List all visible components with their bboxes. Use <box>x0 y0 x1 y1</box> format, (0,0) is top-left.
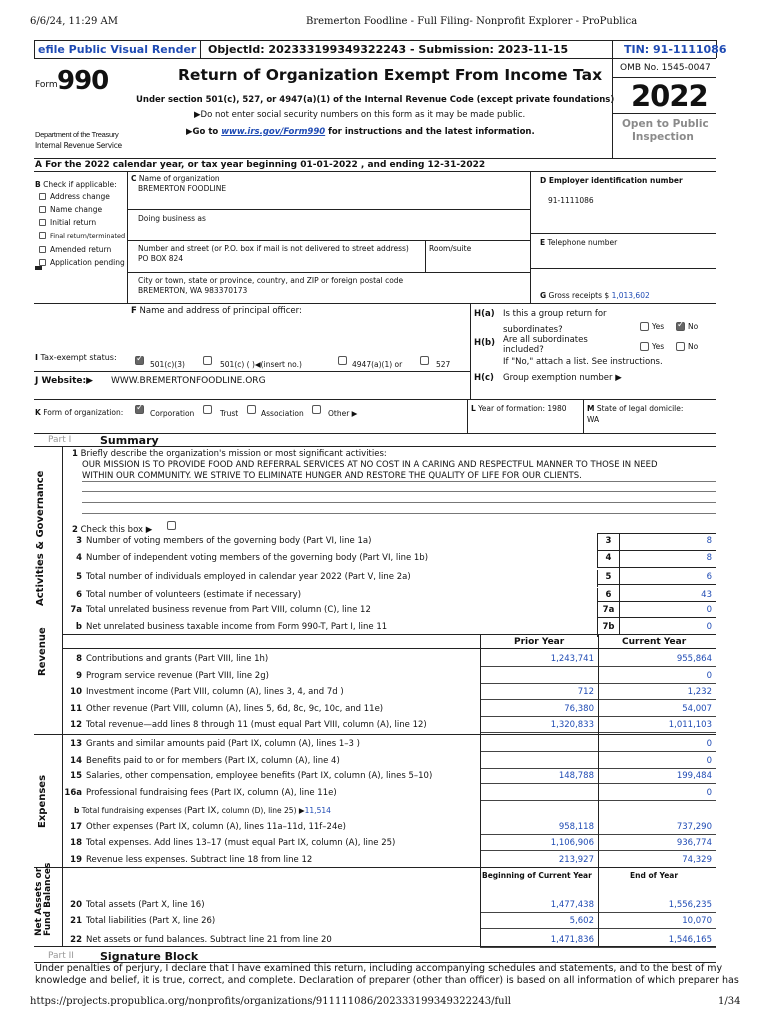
expense-line-text: Other expenses (Part IX, column (A), lines 11a–11d, 11f–24e) <box>86 822 346 832</box>
part1-title: Summary <box>100 434 159 447</box>
b-marker <box>35 266 42 270</box>
tax-year: 2022 <box>631 79 708 113</box>
hc-text: Group exemption number ▶ <box>503 373 622 383</box>
revenue-line-text: Total revenue—add lines 8 through 11 (must equal Part VIII, column (A), line 12) <box>86 720 427 730</box>
line-2: 2 Check this box ▶ <box>72 525 153 535</box>
perjury-text-2: knowledge and belief, it is true, correct, and complete. Declaration of preparer (other than officer) is based on all information of which preparer has <box>35 975 739 986</box>
name-change-checkbox[interactable] <box>39 206 46 213</box>
net-current-value: 1,546,165 <box>668 935 712 945</box>
expense-line-text: Revenue less expenses. Subtract line 18 from line 12 <box>86 855 313 865</box>
hb-text-2: included? <box>503 345 544 355</box>
expense-line-number: 16a <box>64 788 82 798</box>
form-trust-checkbox[interactable] <box>203 405 212 414</box>
gov-line-value: 0 <box>706 622 712 632</box>
expense-current-value: 74,329 <box>682 855 712 865</box>
form-association-label: Association <box>261 409 304 418</box>
hb-note: If "No," attach a list. See instructions. <box>503 357 663 367</box>
line-16b: b Total fundraising expenses (Part IX, column (D), line 25) ▶11,514 <box>74 806 331 816</box>
room-suite-label: Room/suite <box>429 244 472 253</box>
revenue-current-value: 0 <box>706 671 712 681</box>
hb-text-1: Are all subordinates <box>503 335 588 345</box>
col-end-year: End of Year <box>630 871 679 880</box>
open-public-2: Inspection <box>632 131 694 143</box>
expense-line-number: 13 <box>70 739 82 749</box>
status-501c3-checkbox[interactable] <box>135 356 144 365</box>
side-activities: Activities & Governance <box>35 470 46 606</box>
line-2-checkbox[interactable] <box>167 521 176 530</box>
tax-exempt-label: I Tax-exempt status: <box>35 353 117 362</box>
ein-value: 91-1111086 <box>548 196 594 205</box>
status-501c-checkbox[interactable] <box>203 356 212 365</box>
part2-title: Signature Block <box>100 950 199 963</box>
ha-text-2: subordinates? <box>503 325 563 335</box>
phone-label: E Telephone number <box>540 238 618 247</box>
gov-line-box: 7a <box>597 603 619 620</box>
revenue-prior-value: 1,243,741 <box>550 654 594 664</box>
ssn-notice: ▶Do not enter social security numbers on this form as it may be made public. <box>194 110 526 120</box>
expense-line-text: Professional fundraising fees (Part IX, column (A), line 11e) <box>86 788 337 798</box>
net-line-text: Total liabilities (Part X, line 26) <box>86 916 216 926</box>
gross-receipts: G Gross receipts $ 1,013,602 <box>540 291 650 300</box>
expense-line-text: Salaries, other compensation, employee benefits (Part IX, column (A), lines 5–10) <box>86 771 433 781</box>
print-timestamp: 6/6/24, 11:29 AM <box>30 16 119 27</box>
expense-line-number: 17 <box>70 822 82 832</box>
expense-line-number: 15 <box>70 771 82 781</box>
side-net-assets: Net Assets or Fund Balances <box>34 862 53 936</box>
dept-irs: Internal Revenue Service <box>35 141 122 150</box>
revenue-line-text: Program service revenue (Part VIII, line 2g) <box>86 671 269 681</box>
gov-line-value: 43 <box>701 590 712 600</box>
initial-return-checkbox[interactable] <box>39 219 46 226</box>
expense-current-value: 0 <box>706 756 712 766</box>
expense-line-text: Grants and similar amounts paid (Part IX, column (A), lines 1–3 ) <box>86 739 360 749</box>
form-trust-label: Trust <box>220 409 239 418</box>
status-527-label: 527 <box>436 360 451 369</box>
gov-line-value: 6 <box>706 572 712 582</box>
tin: TIN: 91-1111086 <box>624 43 727 56</box>
part2-tag: Part II <box>48 951 74 961</box>
revenue-line-number: 11 <box>70 704 82 714</box>
revenue-line-number: 12 <box>70 720 82 730</box>
name-change-label: Name change <box>50 205 103 214</box>
expense-line-text: Benefits paid to or for members (Part IX, column (A), line 4) <box>86 756 340 766</box>
gov-line-number: 3 <box>76 536 82 546</box>
net-current-value: 1,556,235 <box>668 900 712 910</box>
revenue-current-value: 1,232 <box>687 687 712 697</box>
website-label: J Website:▶ <box>35 376 94 386</box>
revenue-line-text: Other revenue (Part VIII, column (A), lines 5, 6d, 8c, 9c, 10c, and 11e) <box>86 704 384 714</box>
efile-banner: efile Public Visual Render <box>38 43 197 56</box>
org-name-label: C Name of organization <box>131 174 220 183</box>
org-name: BREMERTON FOODLINE <box>138 184 227 193</box>
revenue-prior-value: 1,320,833 <box>550 720 594 730</box>
hc-label: H(c) <box>474 373 494 383</box>
revenue-current-value: 54,007 <box>682 704 712 714</box>
print-url[interactable]: https://projects.propublica.org/nonprofits/organizations/911111086/202333199349322243/full <box>30 996 511 1007</box>
dept-treasury: Department of the Treasury <box>35 130 119 139</box>
gov-line-number: 5 <box>76 572 82 582</box>
mission-line-1: OUR MISSION IS TO PROVIDE FOOD AND REFERRAL SERVICES AT NO COST IN A CARING AND RESPECTFUL MANNER TO THOSE IN NEED <box>82 460 658 470</box>
irs-notice: ▶Go to www.irs.gov/Form990 for instructions and the latest information. <box>186 127 535 137</box>
org-form-label: K Form of organization: <box>35 408 124 417</box>
expense-line-number: 14 <box>70 756 82 766</box>
expense-current-value: 936,774 <box>676 838 712 848</box>
gov-line-number: b <box>75 622 82 632</box>
status-501c3-label: 501(c)(3) <box>150 360 185 369</box>
open-public-1: Open to Public <box>622 118 709 130</box>
form-number: 990 <box>57 66 109 96</box>
form-other-label: Other ▶ <box>328 409 358 418</box>
expense-current-value: 0 <box>706 788 712 798</box>
check-applicable-label: B Check if applicable: <box>35 180 117 189</box>
expense-line-number: 18 <box>70 838 82 848</box>
side-expenses: Expenses <box>37 774 48 828</box>
perjury-text-1: Under penalties of perjury, I declare that I have examined this return, including accompanying schedules and statements, and to the best of my <box>35 963 723 974</box>
net-line-number: 20 <box>70 900 82 910</box>
col-prior-year: Prior Year <box>514 637 565 647</box>
city-label: City or town, state or province, country, and ZIP or foreign postal code <box>138 276 404 285</box>
expense-prior-value: 213,927 <box>558 855 594 865</box>
website-value[interactable]: WWW.BREMERTONFOODLINE.ORG <box>111 376 266 386</box>
line-a: A For the 2022 calendar year, or tax year beginning 01-01-2022 , and ending 12-31-2022 <box>35 160 486 170</box>
initial-return-label: Initial return <box>50 218 97 227</box>
ha-no-label: No <box>688 322 699 331</box>
omb-number: OMB No. 1545-0047 <box>620 63 711 73</box>
status-4947-label: 4947(a)(1) or <box>352 360 403 369</box>
print-page-title: Bremerton Foodline - Full Filing- Nonprofit Explorer - ProPublica <box>306 16 638 27</box>
principal-officer-label: F Name and address of principal officer: <box>131 306 302 316</box>
hb-yes-checkbox[interactable] <box>640 342 649 351</box>
application-pending-label: Application pending <box>50 258 125 267</box>
form-title: Return of Organization Exempt From Income Tax <box>178 66 603 84</box>
gov-line-box: 3 <box>597 534 619 551</box>
gov-line-box: 5 <box>597 570 619 587</box>
net-prior-value: 1,471,836 <box>550 935 594 945</box>
gov-line-text: Total number of individuals employed in calendar year 2022 (Part V, line 2a) <box>86 572 411 582</box>
revenue-current-value: 1,011,103 <box>668 720 712 730</box>
gov-line-text: Total unrelated business revenue from Part VIII, column (C), line 12 <box>86 605 371 615</box>
expense-current-value: 199,484 <box>676 771 712 781</box>
form-corporation-label: Corporation <box>150 409 195 418</box>
expense-prior-value: 958,118 <box>558 822 594 832</box>
form-corporation-checkbox[interactable] <box>135 405 144 414</box>
gov-line-text: Number of independent voting members of the governing body (Part VI, line 1b) <box>86 553 429 563</box>
amended-return-label: Amended return <box>50 245 112 254</box>
ha-text: Is this a group return for <box>503 309 607 319</box>
amended-return-checkbox[interactable] <box>39 246 46 253</box>
revenue-line-number: 8 <box>76 654 82 664</box>
revenue-line-text: Contributions and grants (Part VIII, line 1h) <box>86 654 269 664</box>
print-page-count: 1/34 <box>718 996 741 1007</box>
ha-yes-checkbox[interactable] <box>640 322 649 331</box>
gov-line-box: 6 <box>597 588 619 605</box>
revenue-line-text: Investment income (Part VIII, column (A), lines 3, 4, and 7d ) <box>86 687 344 697</box>
status-501c-label: 501(c) ( )◀(insert no.) <box>220 360 302 369</box>
gov-line-value: 0 <box>706 605 712 615</box>
net-line-text: Net assets or fund balances. Subtract line 21 from line 20 <box>86 935 332 945</box>
expense-prior-value: 1,106,906 <box>550 838 594 848</box>
revenue-line-number: 10 <box>70 687 82 697</box>
object-id: ObjectId: 202333199349322243 - Submission: 2023-11-15 <box>208 43 569 56</box>
city-address: BREMERTON, WA 983370173 <box>138 286 248 295</box>
address-change-checkbox[interactable] <box>39 193 46 200</box>
gov-line-number: 7a <box>70 605 82 615</box>
net-line-number: 22 <box>70 935 82 945</box>
hb-no-checkbox[interactable] <box>676 342 685 351</box>
legal-domicile-value: WA <box>587 415 600 424</box>
form-subtitle: Under section 501(c), 527, or 4947(a)(1) of the Internal Revenue Code (except private foundations) <box>136 95 615 105</box>
status-4947-checkbox[interactable] <box>338 356 347 365</box>
gov-line-number: 4 <box>76 553 82 563</box>
gov-line-value: 8 <box>706 553 712 563</box>
ha-yes-label: Yes <box>652 322 665 331</box>
gov-line-box: 4 <box>597 551 619 568</box>
revenue-line-number: 9 <box>76 671 82 681</box>
revenue-current-value: 955,864 <box>676 654 712 664</box>
ha-label: H(a) <box>474 309 495 319</box>
gov-line-text: Net unrelated business taxable income from Form 990-T, Part I, line 11 <box>86 622 388 632</box>
address-change-label: Address change <box>50 192 110 201</box>
col-begin-year: Beginning of Current Year <box>482 871 592 880</box>
net-line-text: Total assets (Part X, line 16) <box>86 900 205 910</box>
side-revenue: Revenue <box>37 627 48 676</box>
revenue-prior-value: 712 <box>577 687 594 697</box>
gov-line-text: Total number of volunteers (estimate if necessary) <box>86 590 302 600</box>
mission-line-2: WITHIN OUR COMMUNITY. WE STRIVE TO ELIMINATE HUNGER AND RESTORE THE QUALITY OF LIFE FOR OUR CLIENTS. <box>82 471 582 481</box>
net-prior-value: 1,477,438 <box>550 900 594 910</box>
irs-link[interactable]: www.irs.gov/Form990 <box>221 127 326 137</box>
expense-prior-value: 148,788 <box>558 771 594 781</box>
form-other-checkbox[interactable] <box>312 405 321 414</box>
gov-line-text: Number of voting members of the governing body (Part VI, line 1a) <box>86 536 372 546</box>
final-return-label: Final return/terminated <box>50 232 126 240</box>
street-label: Number and street (or P.O. box if mail is not delivered to street address) <box>138 244 409 253</box>
gov-box-divider <box>619 533 620 634</box>
revenue-prior-value: 76,380 <box>564 704 594 714</box>
net-prior-value: 5,602 <box>569 916 594 926</box>
final-return-checkbox[interactable] <box>39 232 46 239</box>
net-line-number: 21 <box>70 916 82 926</box>
net-current-value: 10,070 <box>682 916 712 926</box>
expense-line-number: 19 <box>70 855 82 865</box>
part1-tag: Part I <box>48 435 72 445</box>
hb-label: H(b) <box>474 338 495 348</box>
expense-current-value: 737,290 <box>676 822 712 832</box>
gov-line-number: 6 <box>76 590 82 600</box>
mission-label: 1 Briefly describe the organization's mission or most significant activities: <box>72 449 387 459</box>
hb-yes-label: Yes <box>652 342 665 351</box>
form-word: Form <box>35 80 58 90</box>
col-current-year: Current Year <box>622 637 687 647</box>
street-address: PO BOX 824 <box>138 254 184 263</box>
dba-label: Doing business as <box>138 214 206 223</box>
form-association-checkbox[interactable] <box>247 405 256 414</box>
application-pending-checkbox[interactable] <box>39 259 46 266</box>
ein-label: D Employer identification number <box>540 176 683 185</box>
expense-line-text: Total expenses. Add lines 13–17 (must equal Part IX, column (A), line 25) <box>86 838 396 848</box>
ha-no-checkbox[interactable] <box>676 322 685 331</box>
status-527-checkbox[interactable] <box>420 356 429 365</box>
gov-line-box: 7b <box>597 620 619 637</box>
legal-domicile-label: M State of legal domicile: <box>587 404 684 413</box>
formation-year: L Year of formation: 1980 <box>471 404 567 413</box>
hb-no-label: No <box>688 342 699 351</box>
expense-current-value: 0 <box>706 739 712 749</box>
gov-line-value: 8 <box>706 536 712 546</box>
